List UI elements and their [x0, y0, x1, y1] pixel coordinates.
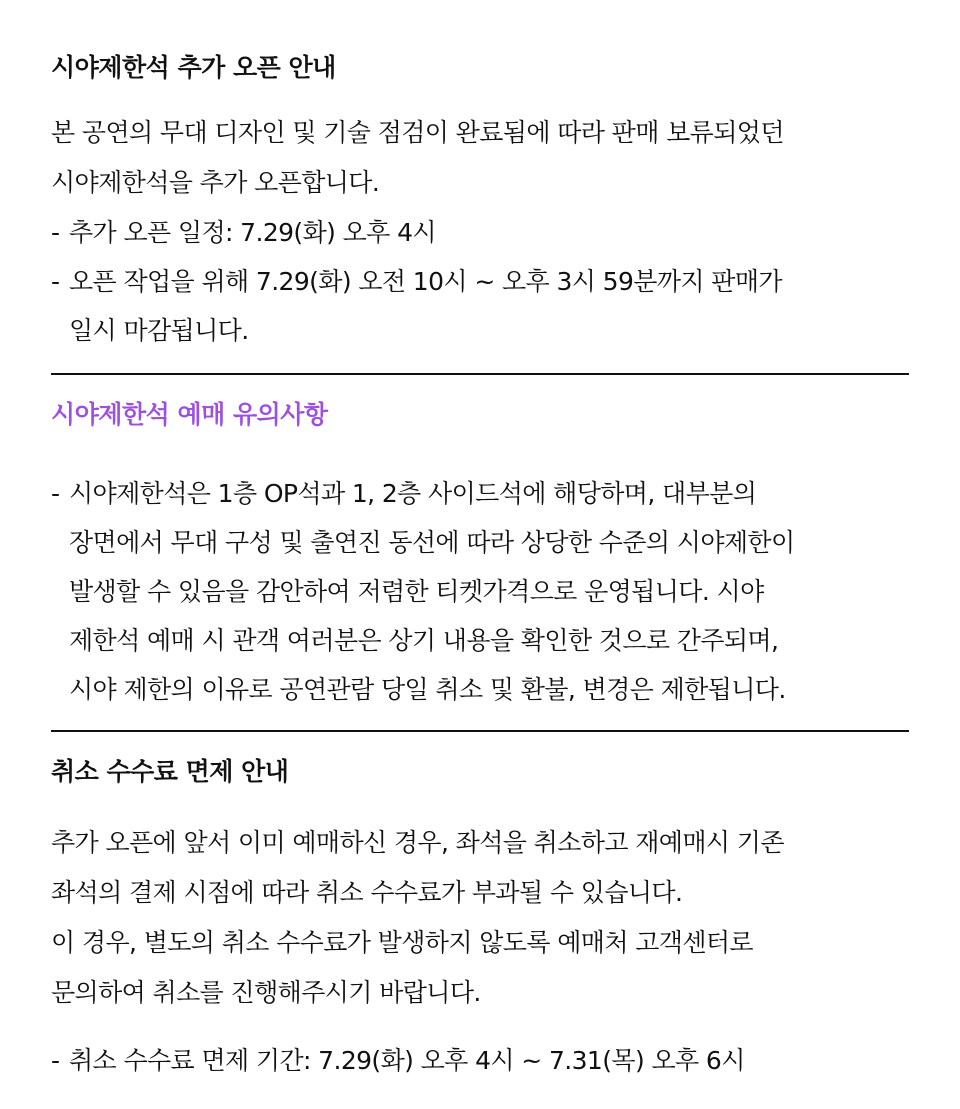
- section-body-booking-notes: [51, 469, 909, 714]
- bullet-text-continued: 발생할 수 있음을 감안하여 저렴한 티켓가격으로 운영됩니다. 시야: [69, 577, 764, 606]
- section-title-fee-waiver: 취소 수수료 면제 안내: [51, 757, 289, 786]
- fee-text-line: 문의하여 취소를 진행해주시기 바랍니다.: [51, 978, 481, 1007]
- bullet-sales-closed: [51, 257, 909, 355]
- bullet-text-continued: 장면에서 무대 구성 및 출연진 동선에 따라 상당한 수준의 시야제한이: [69, 528, 795, 557]
- intro-text-line: 시야제한석을 추가 오픈합니다.: [51, 168, 380, 197]
- fee-text-line: 이 경우, 별도의 취소 수수료가 발생하지 않도록 예매처 고객센터로: [51, 928, 753, 957]
- bullet-open-schedule: [51, 208, 909, 257]
- bullet-text: 취소 수수료 면제 기간: 7.29(화) 오후 4시 ~ 7.31(목) 오후 6시: [69, 1046, 745, 1075]
- section-body-additional-open: [51, 108, 909, 355]
- bullet-waiver-period: [51, 1036, 909, 1085]
- bullet-dash: -: [51, 479, 60, 508]
- bullet-restricted-view-info: [51, 469, 909, 714]
- bullet-text: 추가 오픈 일정: 7.29(화) 오후 4시: [69, 218, 436, 247]
- bullet-text: 시야제한석은 1층 OP석과 1, 2층 사이드석에 해당하며, 대부분의: [69, 479, 757, 508]
- fee-text-line: 추가 오픈에 앞서 이미 예매하신 경우, 좌석을 취소하고 재예매시 기존: [51, 828, 784, 857]
- section-divider: [51, 373, 909, 375]
- intro-text-line: 본 공연의 무대 디자인 및 기술 점검이 완료됨에 따라 판매 보류되었던: [51, 118, 784, 147]
- bullet-dash: -: [51, 218, 60, 247]
- fee-text-line: 좌석의 결제 시점에 따라 취소 수수료가 부과될 수 있습니다.: [51, 878, 683, 907]
- bullet-dash: -: [51, 267, 60, 296]
- bullet-dash: -: [51, 1046, 60, 1075]
- section-title-booking-notes: 시야제한석 예매 유의사항: [51, 400, 328, 429]
- bullet-text-continued: 제한석 예매 시 관객 여러분은 상기 내용을 확인한 것으로 간주되며,: [69, 626, 779, 655]
- section-body-fee-waiver: [51, 818, 909, 1018]
- section-divider: [51, 730, 909, 732]
- section-title-additional-open: 시야제한석 추가 오픈 안내: [51, 53, 336, 82]
- bullet-text-continued: 일시 마감됩니다.: [69, 316, 249, 345]
- bullet-text-continued: 시야 제한의 이유로 공연관람 당일 취소 및 환불, 변경은 제한됩니다.: [69, 675, 786, 704]
- bullet-text: 오픈 작업을 위해 7.29(화) 오전 10시 ~ 오후 3시 59분까지 판매가: [69, 267, 782, 296]
